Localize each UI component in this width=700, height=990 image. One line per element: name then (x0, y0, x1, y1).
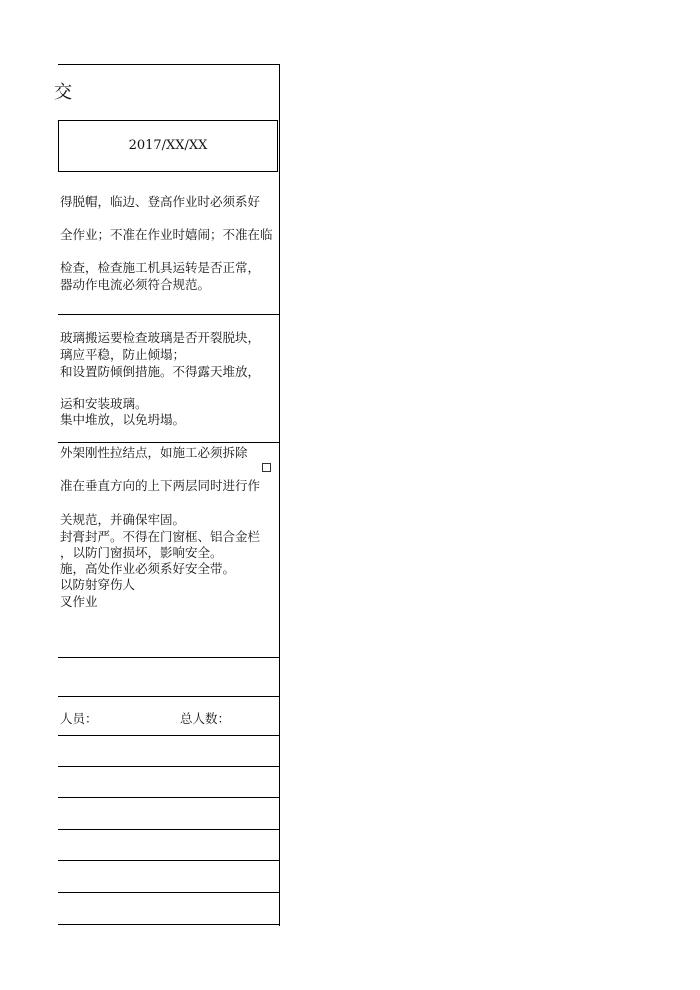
top-border (58, 64, 279, 65)
row-divider (58, 442, 279, 443)
section1-line: 器动作电流必须符合规范。 (60, 277, 211, 292)
bottom-border (58, 924, 279, 925)
date-value: 2017/XX/XX (128, 138, 208, 153)
personnel-label: 人员： (60, 711, 98, 726)
section1-line: 得脱帽，临边、登高作业时必须系好 (60, 194, 261, 209)
section3-line: ，以防门窗损坏，影响安全。 (60, 545, 223, 560)
section3-line: 封膏封严。不得在门窗框、铝合金栏 (60, 529, 261, 544)
signature-row-divider (58, 797, 279, 798)
section2-line: 集中堆放，以免坍塌。 (60, 412, 186, 427)
row-divider (58, 696, 279, 697)
section1-line: 全作业；不准在作业时嬉闹；不准在临 (60, 227, 273, 242)
section3-line: 外架刚性拉结点，如施工必须拆除 (60, 445, 248, 460)
section3-line: 准在垂直方向的上下两层同时进行作 (60, 478, 261, 493)
section2-line: 和设置防倾倒措施。不得露天堆放， (60, 364, 261, 379)
section3-line: 施，高处作业必须系好安全带。 (60, 561, 236, 576)
date-cell (58, 120, 278, 172)
signature-row-divider (58, 766, 279, 767)
signature-row-divider (58, 892, 279, 893)
section1-line: 检查，检查施工机具运转是否正常， (60, 260, 261, 275)
section3-line: 叉作业 (60, 594, 98, 609)
section2-line: 璃应平稳，防止倾塌； (60, 347, 186, 362)
section2-line: 玻璃搬运要检查玻璃是否开裂脱块， (60, 330, 261, 345)
row-divider (58, 314, 279, 315)
title-fragment: 交 (54, 82, 72, 103)
row-divider (58, 735, 279, 736)
signature-row-divider (58, 860, 279, 861)
row-divider (58, 657, 279, 658)
total-count-label: 总人数： (180, 711, 231, 726)
signature-row-divider (58, 829, 279, 830)
checkbox-icon[interactable] (262, 463, 271, 472)
section2-line: 运和安装玻璃。 (60, 396, 148, 411)
section3-line: 关规范，并确保牢固。 (60, 512, 186, 527)
safety-briefing-sheet (0, 64, 280, 926)
section3-line: 以防射穿伤人 (60, 577, 136, 592)
